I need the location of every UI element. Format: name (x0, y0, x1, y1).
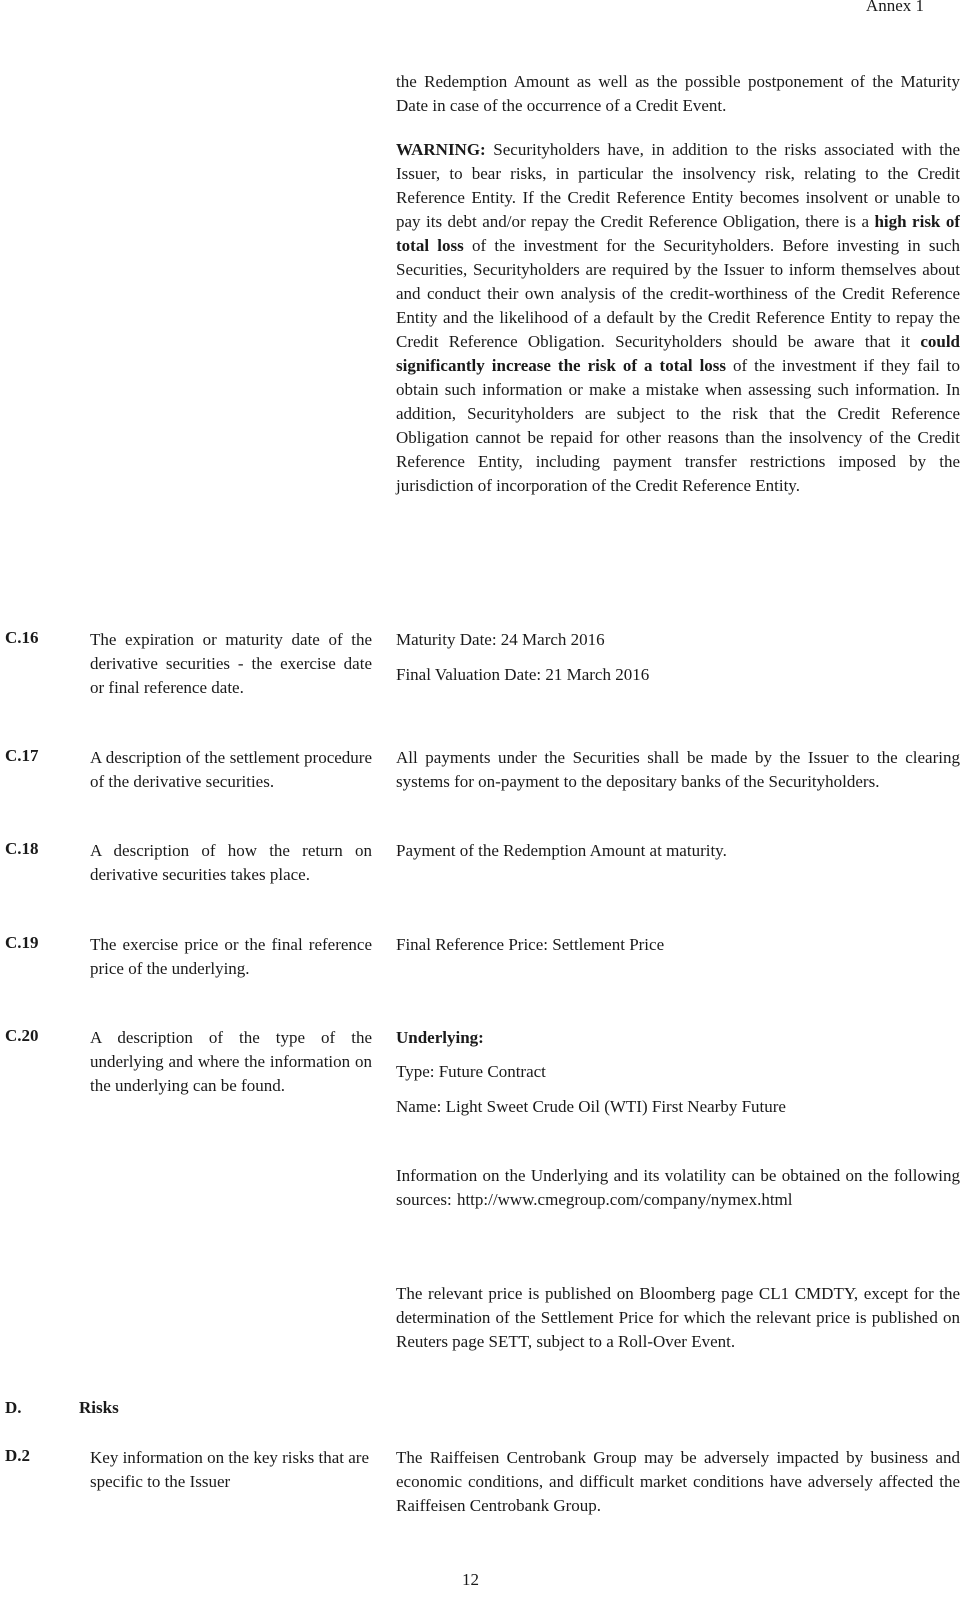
warning-text-2: of the investment for the Securityholders. Before investing in such Securities, Securityholders are required by the Issuer to inform themselves about and conduct their own analysis of the credit-worthiness of the Credit Reference Entity and the likelihood of a default by the Credit Reference Entity to repay the Credit Reference Obligation. Securityholders should be aware that it (396, 236, 960, 351)
item-code-c20: C.20 (5, 1026, 39, 1045)
item-code-c17: C.17 (5, 746, 39, 765)
item-content-d2: The Raiffeisen Centrobank Group may be adversely impacted by business and economic conditions, and difficult market conditions have adversely affected the Raiffeisen Centrobank Group. (396, 1448, 960, 1515)
warning-label: WARNING: (396, 140, 486, 159)
section-code-d: D. (5, 1398, 22, 1417)
warning-bold-1: high risk of total loss (396, 212, 960, 255)
item-code-c19: C.19 (5, 933, 39, 952)
warning-bold-2: could significantly increase the risk of a total loss (396, 332, 960, 375)
underlying-label (396, 1026, 960, 1050)
item-code-d2: D.2 (5, 1446, 31, 1465)
item-desc-c19: The exercise price or the final reference price of the underlying. (90, 935, 372, 978)
item-desc-c20: A description of the type of the underlying and where the information on the underlying can be found. (90, 1028, 372, 1095)
item-content-c19: Final Reference Price: Settlement Price (396, 935, 665, 954)
page-number: 12 (462, 1570, 479, 1589)
intro-continuation: the Redemption Amount as well as the possible postponement of the Maturity Date in case of the occurrence of a Credit Event. (396, 72, 960, 115)
final-valuation-date: Final Valuation Date: 21 March 2016 (396, 665, 650, 684)
item-desc-c16: The expiration or maturity date of the derivative securities - the exercise date or final reference date. (90, 630, 372, 697)
item-desc-d2: Key information on the key risks that are specific to the Issuer (90, 1448, 370, 1491)
maturity-date: Maturity Date: 24 March 2016 (396, 630, 605, 649)
item-code-c16: C.16 (5, 628, 39, 647)
underlying-type: Type: Future Contract (396, 1062, 546, 1081)
item-desc-c18: A description of how the return on derivative securities takes place. (90, 841, 372, 884)
item-desc-c17: A description of the settlement procedure of the derivative securities. (90, 748, 372, 791)
underlying-price-source: The relevant price is published on Bloomberg page CL1 CMDTY, except for the determination of the Settlement Price for which the relevant price is published on Reuters page SETT, subject to a Roll-Over Event. (396, 1284, 960, 1351)
item-code-c18: C.18 (5, 839, 39, 858)
section-title-d: Risks (79, 1398, 119, 1417)
underlying-info: Information on the Underlying and its volatility can be obtained on the following sources: http://www.cmegroup.com/company/nymex.html (396, 1166, 960, 1209)
annex-label: Annex 1 (865, 0, 924, 15)
underlying-label-text: Underlying: (396, 1028, 484, 1047)
item-content-c17: All payments under the Securities shall be made by the Issuer to the clearing systems for on-payment to the depositary banks of the Securityholders. (396, 748, 960, 791)
warning-text-3: of the investment if they fail to obtain such information or make a mistake when assessing such information. In addition, Securityholders are subject to the risk that the Credit Reference Obligation cannot be repaid for other reasons than the insolvency of the Credit Reference Entity, including payment transfer restrictions imposed by the jurisdiction of incorporation of the Credit Reference Entity. (396, 356, 960, 495)
warning-paragraph (396, 138, 960, 498)
underlying-name: Name: Light Sweet Crude Oil (WTI) First Nearby Future (396, 1097, 786, 1116)
warning-text-1: Securityholders have, in addition to the risks associated with the Issuer, to bear risks, in particular the insolvency risk, relating to the Credit Reference Entity. If the Credit Reference Entity becomes insolvent or unable to pay its debt and/or repay the Credit Reference Obligation, there is a (396, 140, 960, 231)
item-content-c18: Payment of the Redemption Amount at maturity. (396, 841, 727, 860)
